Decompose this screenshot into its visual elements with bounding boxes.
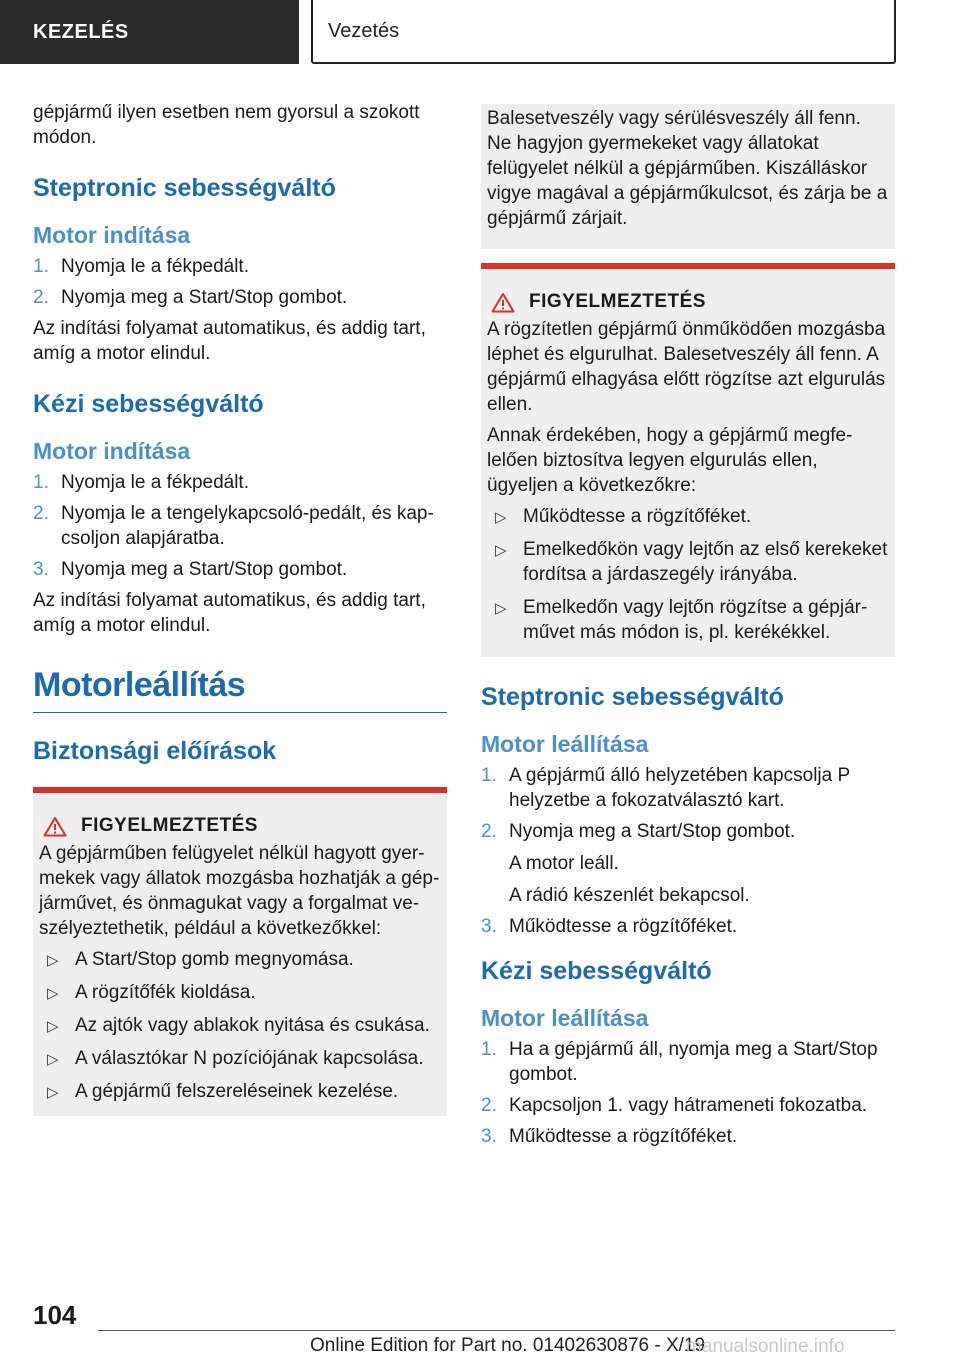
step-number: 1. [33, 256, 49, 277]
warning-triangle-icon [43, 816, 67, 837]
step-subtext: A rádió készenlét bekapcsol. [509, 885, 750, 906]
bullet-triangle-icon: ▷ [47, 952, 59, 969]
warning-continuation-box [481, 104, 895, 249]
bullet-text: Emelkedőn vagy lejtőn rögzítse a gépjárművet más módon is, pl. kerékékkel. [523, 597, 868, 643]
chapter-tab [311, 0, 896, 64]
subheading-engine-start: Motor indítása [33, 438, 191, 464]
manual-stop-steps [481, 1037, 895, 1149]
subheading-engine-stop: Motor leállítása [481, 1005, 649, 1031]
start-info-text: Az indítási folyamat automatikus, és addig tart, amíg a motor elindul. [33, 318, 426, 364]
bullet-triangle-icon: ▷ [47, 1051, 59, 1068]
bullet-text: Működtesse a rögzítőféket. [523, 506, 752, 527]
step-number: 2. [33, 503, 49, 524]
heading-engine-stop: Motorleállítás [33, 666, 246, 704]
step-number: 1. [481, 765, 497, 786]
left-column [33, 100, 447, 1140]
list-item [39, 1079, 441, 1104]
list-item [39, 1046, 441, 1071]
bullet-triangle-icon: ▷ [47, 1018, 59, 1035]
step-text: Ha a gépjármű áll, nyomja meg a Start/Stop gombot. [509, 1039, 878, 1085]
list-item [33, 470, 447, 495]
heading-manual: Kézi sebességváltó [33, 390, 264, 418]
list-item [33, 501, 447, 551]
warning-title [39, 815, 441, 837]
steptronic-stop-steps [481, 763, 895, 939]
step-number: 2. [481, 821, 497, 842]
bullet-triangle-icon: ▷ [47, 1084, 59, 1101]
subheading-engine-stop: Motor leállítása [481, 731, 649, 757]
warning-label: FIGYELMEZTETÉS [81, 815, 258, 836]
step-text: Nyomja meg a Start/Stop gombot. [509, 821, 796, 842]
heading-steptronic: Steptronic sebességváltó [33, 174, 336, 202]
list-item [33, 254, 447, 279]
heading-rule [33, 712, 447, 713]
warning-bullets [39, 947, 441, 1104]
bullet-triangle-icon: ▷ [495, 509, 507, 526]
bullet-triangle-icon: ▷ [495, 600, 507, 617]
start-info-text: Az indítási folyamat automatikus, és addig tart, amíg a motor elindul. [33, 590, 426, 636]
list-item [481, 1093, 895, 1118]
manual-start-steps [33, 470, 447, 582]
step-text: A gépjármű álló helyzetében kapcsolja P helyzetbe a fokozatválasztó kart. [509, 765, 850, 811]
step-text: Nyomja meg a Start/Stop gombot. [61, 559, 348, 580]
step-number: 3. [481, 1126, 497, 1147]
list-item [481, 819, 895, 908]
list-item [39, 1013, 441, 1038]
step-number: 3. [481, 916, 497, 937]
bullet-triangle-icon: ▷ [47, 985, 59, 1002]
warning-text: Annak érdekében, hogy a gépjármű megfelelően biztosítva legyen elgurulás ellen, ügyeljen a következőkre: [487, 425, 853, 496]
warning-text: A gépjárműben felügyelet nélkül hagyott gyermekek vagy állatok mozgásba hozhatják a gépjárművet, és önmagukat vagy a forgalmat veszélyeztethetik, például a következőkkel: [39, 843, 440, 939]
list-item [39, 980, 441, 1005]
step-text: Működtesse a rögzítőféket. [509, 1126, 738, 1147]
warning-continuation-text: Balesetveszély vagy sérülésveszély áll fenn. Ne hagyjon gyermekeket vagy állatokat felügyelet nélkül a gépjárműben. Kiszálláskor vigye magával a gépjárműkulcsot, és zárja be a gépjármű zárjait. [487, 108, 888, 229]
section-tab [0, 0, 299, 64]
bullet-text: Az ajtók vagy ablakok nyitása és csukása. [75, 1015, 430, 1036]
edition-text: Online Edition for Part no. 01402630876 - X/19 [310, 1335, 706, 1356]
step-text: Nyomja le a tengelykapcsoló-pedált, és kapcsoljon alapjáratba. [61, 503, 434, 549]
step-text: Kapcsoljon 1. vagy hátrameneti fokozatba. [509, 1095, 868, 1116]
step-number: 3. [33, 559, 49, 580]
steptronic-start-steps [33, 254, 447, 310]
section-label: KEZELÉS [33, 20, 129, 43]
heading-steptronic: Steptronic sebességváltó [481, 683, 784, 711]
step-number: 1. [481, 1039, 497, 1060]
list-item [487, 595, 889, 645]
warning-text: A rögzítetlen gépjármű önműködően mozgásba léphet és elgurulhat. Balesetveszély áll fenn. A gépjármű elhagyása előtt rögzítse azt elgurulás ellen. [487, 319, 886, 415]
warning-bullets [487, 504, 889, 645]
bullet-text: A rögzítőfék kioldása. [75, 982, 256, 1003]
step-number: 2. [33, 287, 49, 308]
subheading-engine-start: Motor indítása [33, 222, 191, 248]
warning-triangle-icon [491, 292, 515, 313]
page-number: 104 [33, 1300, 77, 1330]
list-item [481, 914, 895, 939]
step-text: Nyomja le a fékpedált. [61, 256, 249, 277]
step-text: Nyomja le a fékpedált. [61, 472, 249, 493]
step-text: Működtesse a rögzítőféket. [509, 916, 738, 937]
bullet-triangle-icon: ▷ [495, 542, 507, 559]
list-item [33, 285, 447, 310]
list-item [487, 504, 889, 529]
heading-manual: Kézi sebességváltó [481, 957, 712, 985]
step-subtext: A motor leáll. [509, 853, 619, 874]
bullet-text: A Start/Stop gomb megnyomása. [75, 949, 354, 970]
list-item [39, 947, 441, 972]
right-column [481, 104, 895, 1155]
intro-text: gépjármű ilyen esetben nem gyorsul a szokott módon. [33, 102, 420, 148]
bullet-text: A gépjármű felszereléseinek kezelése. [75, 1081, 399, 1102]
step-text: Nyomja meg a Start/Stop gombot. [61, 287, 348, 308]
footer-rule [98, 1330, 895, 1331]
watermark: manualsonline.info [686, 1336, 845, 1357]
chapter-label: Vezetés [328, 19, 400, 42]
warning-box [33, 787, 447, 1116]
step-number: 1. [33, 472, 49, 493]
list-item [487, 537, 889, 587]
warning-box [481, 263, 895, 657]
list-item [481, 1124, 895, 1149]
list-item [481, 1037, 895, 1087]
list-item [481, 763, 895, 813]
bullet-text: Emelkedőkön vagy lejtőn az első kerekeket fordítsa a járdaszegély irányába. [523, 539, 888, 585]
step-number: 2. [481, 1095, 497, 1116]
list-item [33, 557, 447, 582]
warning-label: FIGYELMEZTETÉS [529, 291, 706, 312]
warning-title [487, 291, 889, 313]
heading-safety: Biztonsági előírások [33, 737, 277, 765]
bullet-text: A választókar N pozíciójának kapcsolása. [75, 1048, 424, 1069]
